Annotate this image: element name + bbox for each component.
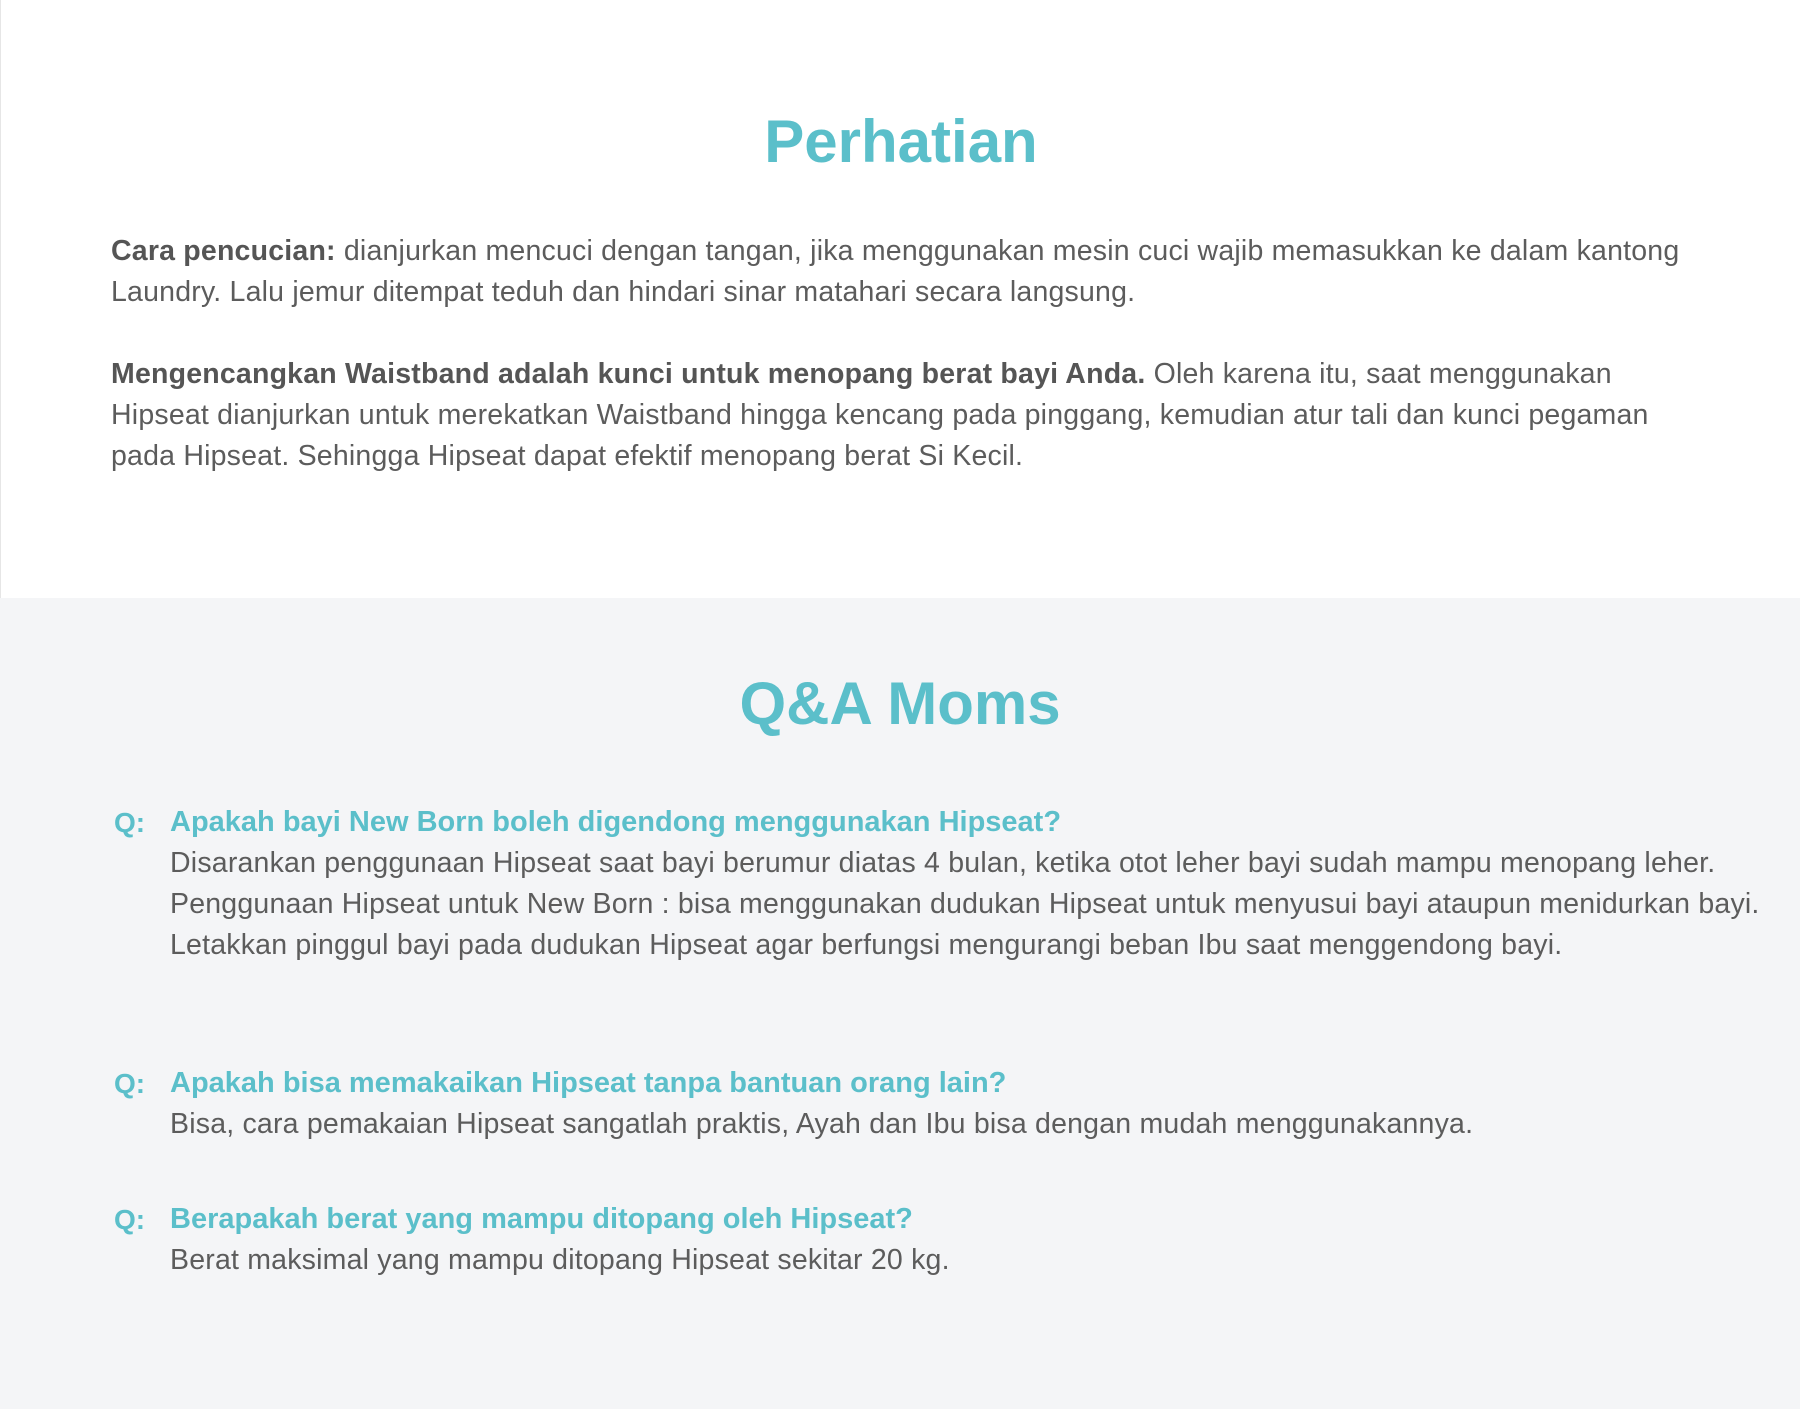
question-marker: Q: (114, 1204, 146, 1235)
washing-instructions-paragraph (111, 231, 1711, 313)
waistband-paragraph (111, 354, 1711, 477)
answer-text: Berat maksimal yang mampu ditopang Hipseat sekitar 20 kg. (170, 1244, 950, 1276)
answer-text: Bisa, cara pemakaian Hipseat sangatlah praktis, Ayah dan Ibu bisa dengan mudah menggunakannya. (170, 1108, 1474, 1140)
question-marker: Q: (114, 1068, 146, 1099)
waistband-text: Oleh karena itu, saat menggunakan Hipseat dianjurkan untuk merekatkan Waistband hingga kencang pada pinggang, kemudian atur tali dan kunci pegaman pada Hipseat. Sehingga Hipseat dapat efektif menopang berat Si Kecil. (111, 358, 1649, 472)
question-marker: Q: (114, 807, 146, 838)
waistband-label: Mengencangkan Waistband adalah kunci untuk menopang berat bayi Anda. (111, 358, 1146, 390)
notice-section (0, 0, 1800, 598)
question-text: Apakah bayi New Born boleh digendong menggunakan Hipseat? (170, 806, 1062, 838)
qa-title: Q&A Moms (739, 670, 1061, 737)
question-text: Apakah bisa memakaikan Hipseat tanpa bantuan orang lain? (170, 1067, 1007, 1099)
qa-section (0, 598, 1800, 1409)
notice-title: Perhatian (764, 108, 1038, 175)
question-text: Berapakah berat yang mampu ditopang oleh Hipseat? (170, 1203, 913, 1235)
washing-instructions-label: Cara pencucian: (111, 235, 336, 267)
answer-text: Disarankan penggunaan Hipseat saat bayi berumur diatas 4 bulan, ketika otot leher bayi sudah mampu menopang leher. Penggunaan Hipseat untuk New Born : bisa menggunakan dudukan Hipseat untuk menyusui bayi ataupun menidurkan bayi. Letakkan pinggul bayi pada dudukan Hipseat agar berfungsi mengurangi beban Ibu saat menggendong bayi. (170, 847, 1760, 961)
washing-instructions-text: dianjurkan mencuci dengan tangan, jika menggunakan mesin cuci wajib memasukkan ke dalam kantong Laundry. Lalu jemur ditempat teduh dan hindari sinar matahari secara langsung. (111, 235, 1680, 308)
